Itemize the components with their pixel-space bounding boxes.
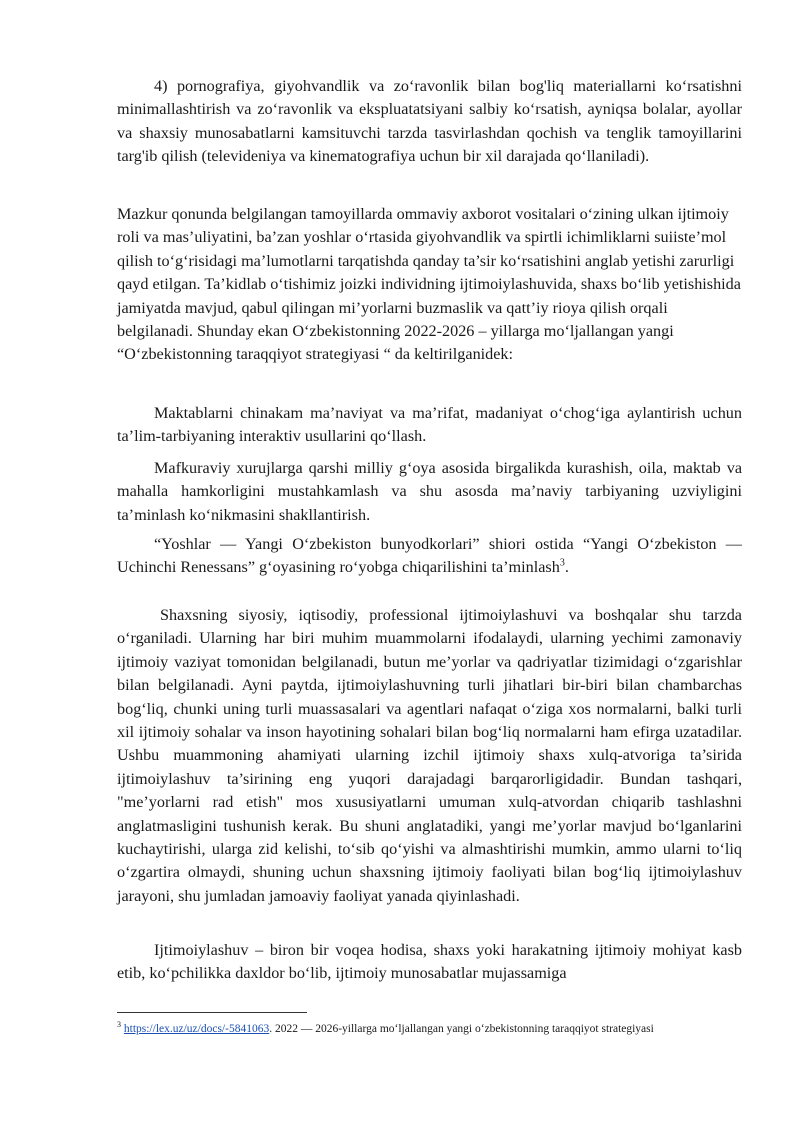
paragraph-item-4: 4) pornografiya, giyohvandlik va zo‘ravonlik bilan bog'liq materiallarni ko‘rsatishni minimallashtirish va zo‘ravonlik va ekspluatatsiyani salbiy ko‘rsatish, ayniqsa bolalar, ayollar va shaxsiy munosabatlarni kamsituvchi tarzda tasvirlashdan qochish va tenglik tamoyillarini targ'ib qilish (televideniya va kinematografiya uchun bir xil darajada qo‘llaniladi).: [117, 77, 742, 166]
footnote-ref-marker[interactable]: 3: [559, 558, 565, 570]
paragraph-youth-slogan-text: “Yoshlar — Yangi O‘zbekiston bunyodkorlari” shiori ostida “Yangi O‘zbekiston — Uchinchi Renessans” g‘oyasining ro‘yobga chiqarilishini ta’minlash: [117, 535, 742, 577]
footnote-text: . 2022 — 2026-yillarga mo‘ljallangan yangi o‘zbekistonning taraqqiyot strategiyasi: [269, 1023, 654, 1035]
footnote-link[interactable]: https://lex.uz/uz/docs/-5841063: [123, 1023, 270, 1035]
paragraph-schools: Maktablarni chinakam ma’naviyat va ma’rifat, madaniyat o‘chog‘iga aylantirish uchun ta’lim-tarbiyaning interaktiv usullarini qo‘llash.: [117, 404, 742, 446]
paragraph-socialization: Shaxsning siyosiy, iqtisodiy, professional ijtimoiylashuvi va boshqalar shu tarzda o‘rganiladi. Ularning har biri muhim muammolarni ifodalaydi, ularning yechimi zamonaviy ijtimoiy vaziyat tomonidan belgilanadi, butun me’yorlar va qadriyatlar tizimidagi o‘zgarishlar bilan belgilanadi. Ayni paytda, ijtimoiylashuvning turli jihatlari bir-biri bilan chambarchas bog‘liq, chunki uning turli muassasalari va agentlari nafaqat o‘ziga xos normalarni, balki turli xil ijtimoiy sohalar va inson hayotining sohalari bilan bog‘liq normalarni ham efirga uzatadilar. Ushbu muammoning ahamiyati ularning izchil ijtimoiy shaxs xulq-atvoriga ta’sirida ijtimoiylashuv ta’sirining eng yuqori darajadagi barqarorligidadir. Bundan tashqari, "me’yorlarni rad etish" mos xususiyatlarni umuman xulq-atvordan chiqarib tashlashni anglatmasligini tushunish kerak. Bu shuni anglatadiki, yangi me’yorlar mavjud bo‘lganlarini kuchaytirishi, ularga zid kelishi, to‘sib qo‘yishi va almashtirishi mumkin, ammo ularni to‘liq o‘zgartira olmaydi, shuning uchun shaxsning ijtimoiy faoliyati bilan bog‘liq ijtimoiylashuv jarayoni, shu jumladan jamoaviy faoliyat yanada qiyinlashadi.: [117, 606, 742, 905]
paragraph-youth-slogan: [117, 533, 742, 580]
paragraph-socialization-definition: Ijtimoiylashuv – biron bir voqea hodisa, shaxs yoki harakatning ijtimoiy mohiyat kasb etib, ko‘pchilikka daxldor bo‘lib, ijtimoiy munosabatlar mujassamiga: [117, 941, 742, 983]
paragraph-youth-slogan-end: .: [564, 558, 569, 577]
paragraph-law-principles: Mazkur qonunda belgilangan tamoyillarda ommaviy axborot vositalari o‘zining ulkan ijtimoiy roli va mas’uliyatini, ba’zan yoshlar o‘rtasida giyohvandlik va spirtli ichimliklarni suiiste’mol qilish to‘g‘risidagi ma’lumotlarni tarqatishda qanday ta’sir ko‘rsatishini anglab yetishi zarurligi qayd etilgan. Ta’kidlab o‘tishimiz joizki individning ijtimoiylashuvida, shaxs bo‘lib yetishishida jamiyatda mavjud, qabul qilingan mi’yorlarni buzmaslik va qatt’iy rioya qilish orqali belgilanadi. Shunday ekan O‘zbekistonning 2022-2026 – yillarga mo‘ljallangan yangi “O‘zbekistonning taraqqiyot strategiyasi “ da keltirilganidek:: [117, 205, 741, 364]
paragraph-ideology: Mafkuraviy xurujlarga qarshi milliy g‘oya asosida birgalikda kurashish, oila, maktab va mahalla hamkorligini mustahkamlash va shu asosda ma’naviy tarbiyaning uzviyligini ta’minlash ko‘nikmasini shakllantirish.: [117, 459, 742, 524]
footnote-separator: [117, 1012, 307, 1013]
footnote: [117, 1020, 717, 1038]
footnote-marker: 3: [117, 1020, 121, 1030]
